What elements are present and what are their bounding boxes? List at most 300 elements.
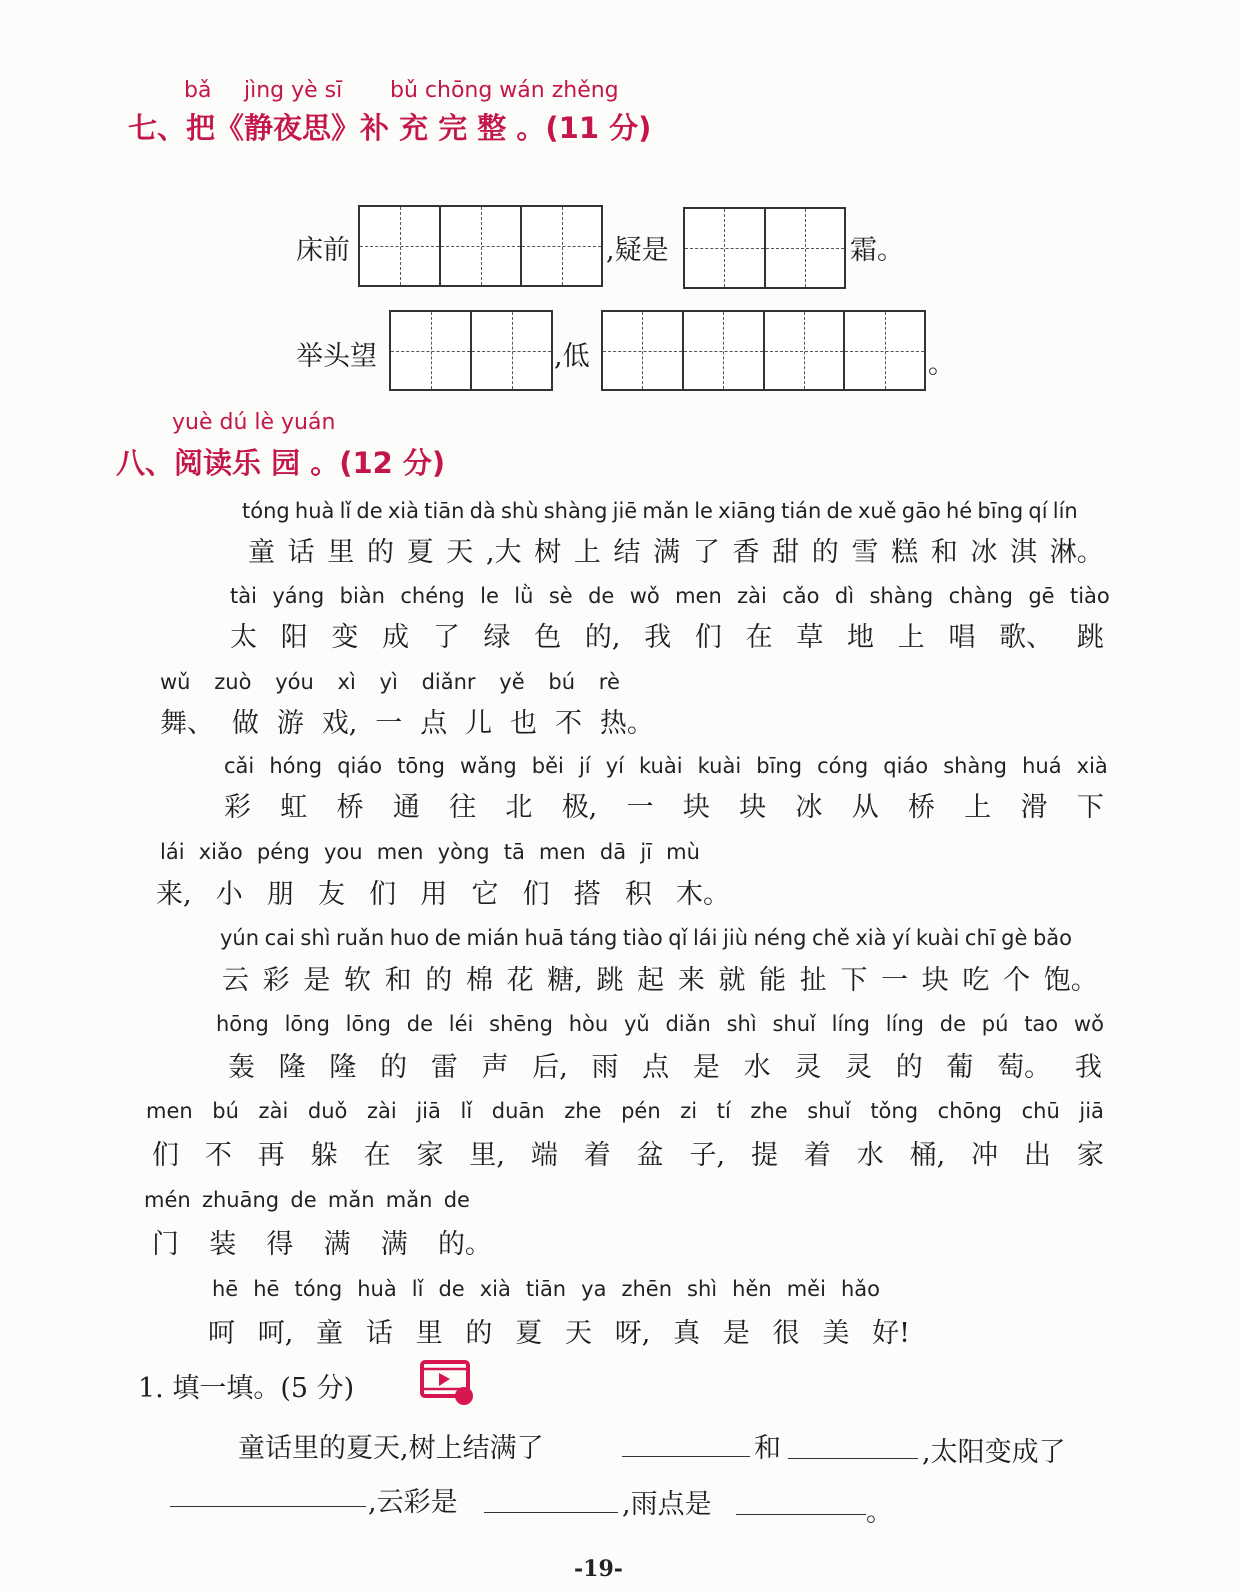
pinyin-syllable: lǐ	[411, 1277, 424, 1301]
hanzi-character: 呵	[208, 1318, 235, 1349]
pinyin-syllable: cóng	[817, 754, 869, 778]
hanzi-character: 冲	[971, 1140, 999, 1171]
pinyin-syllable: yì	[379, 670, 398, 694]
pinyin-syllable: zài	[367, 1099, 397, 1123]
passage-pinyin-line	[220, 926, 1072, 950]
hanzi-character: 热。	[599, 708, 654, 739]
pinyin-syllable: hòu	[568, 1012, 609, 1036]
pinyin-syllable: shì	[300, 926, 331, 950]
pinyin-syllable: qiáo	[337, 754, 383, 778]
pinyin-syllable: líng	[885, 1012, 924, 1036]
hanzi-character: 从	[851, 792, 879, 823]
passage-hanzi-line	[222, 958, 1098, 997]
pinyin-syllable: gē	[1028, 584, 1055, 608]
hanzi-character: 在	[745, 622, 773, 653]
pinyin-syllable: bǎo	[1032, 926, 1072, 950]
pinyin-syllable: jiù	[723, 926, 749, 950]
pinyin-syllable: cai	[264, 926, 295, 950]
passage-pinyin-line	[160, 670, 620, 694]
hanzi-character: 唱	[948, 622, 976, 653]
pinyin-syllable: le	[480, 584, 499, 608]
hanzi-character: 话	[287, 537, 315, 568]
hanzi-character: 太	[230, 622, 257, 653]
pinyin-syllable: biàn	[339, 584, 385, 608]
section7-pinyin-3: bǔ chōng wán zhěng	[390, 78, 619, 103]
pinyin-syllable: sè	[548, 584, 573, 608]
pinyin-syllable: qí	[1028, 499, 1048, 523]
pinyin-syllable: zhe	[750, 1099, 788, 1123]
hanzi-character: 雨	[591, 1052, 619, 1083]
pinyin-syllable: lǜ	[514, 584, 534, 608]
hanzi-character: 淋。	[1049, 537, 1104, 568]
pinyin-syllable: wǒ	[1073, 1012, 1104, 1036]
pinyin-syllable: zhēn	[621, 1277, 673, 1301]
pinyin-syllable: you	[323, 840, 363, 864]
pinyin-syllable: lín	[1052, 499, 1078, 523]
passage-hanzi-line	[208, 1311, 910, 1350]
passage-pinyin-line	[212, 1277, 880, 1301]
pinyin-syllable: dā	[599, 840, 627, 864]
pinyin-syllable: mǎn	[642, 499, 690, 523]
hanzi-character: 声	[481, 1052, 509, 1083]
pinyin-syllable: chū	[1021, 1099, 1060, 1123]
pinyin-syllable: mǎn	[385, 1188, 433, 1212]
hanzi-character: 歌、	[999, 622, 1054, 653]
hanzi-character: 我	[644, 622, 672, 653]
hanzi-character: 淇	[1010, 537, 1038, 568]
pinyin-syllable: tóng	[294, 1277, 343, 1301]
hanzi-character: 在	[363, 1140, 391, 1171]
question1-line1-text-a: 童话里的夏天,树上结满了	[238, 1433, 544, 1464]
pinyin-syllable: yí	[605, 754, 624, 778]
hanzi-character: 和	[384, 965, 412, 996]
pinyin-syllable: huá	[1022, 754, 1062, 778]
poem-answer-grid-1[interactable]	[358, 205, 603, 287]
pinyin-syllable: yǔ	[623, 1012, 650, 1036]
hanzi-character: ,大	[485, 537, 522, 568]
pinyin-syllable: shàng	[543, 499, 608, 523]
pinyin-syllable: xì	[337, 670, 356, 694]
hanzi-character: 雷	[430, 1052, 458, 1083]
hanzi-character: 夏	[406, 537, 434, 568]
answer-blank[interactable]	[622, 1456, 750, 1457]
pinyin-syllable: yě	[499, 670, 525, 694]
pinyin-syllable: cǎo	[782, 584, 820, 608]
hanzi-character: 极,	[561, 792, 598, 823]
hanzi-character: 葡	[946, 1052, 974, 1083]
pinyin-syllable: huà	[294, 499, 335, 523]
hanzi-character: 起	[637, 965, 665, 996]
pinyin-syllable: bú	[212, 1099, 239, 1123]
pinyin-syllable: shì	[726, 1012, 757, 1036]
pinyin-syllable: le	[694, 499, 713, 523]
hanzi-character: 块	[921, 965, 949, 996]
pinyin-syllable: de	[588, 584, 615, 608]
hanzi-character: 糖,	[547, 965, 583, 996]
hanzi-character: 是	[692, 1052, 720, 1083]
hanzi-character: 的,	[584, 622, 621, 653]
hanzi-character: 能	[759, 965, 787, 996]
hanzi-character: 盆	[636, 1140, 664, 1171]
hanzi-character: 彩	[224, 792, 251, 823]
pinyin-syllable: xià	[387, 499, 419, 523]
hanzi-character: 桶,	[909, 1140, 946, 1171]
hanzi-character: 后,	[532, 1052, 568, 1083]
pinyin-syllable: jiā	[416, 1099, 441, 1123]
pinyin-syllable: líng	[831, 1012, 870, 1036]
hanzi-character: 里	[415, 1318, 443, 1349]
hanzi-character: 桥	[336, 792, 364, 823]
hanzi-character: 用	[420, 879, 448, 910]
passage-hanzi-line	[156, 872, 730, 911]
pinyin-syllable: gāo	[901, 499, 941, 523]
hanzi-character: 香	[732, 537, 760, 568]
hanzi-character: 了	[432, 622, 460, 653]
pinyin-syllable: de	[356, 499, 383, 523]
question1-line2-text-b: ,雨点是	[622, 1489, 712, 1520]
pinyin-syllable: gè	[1001, 926, 1028, 950]
hanzi-character: 轰	[228, 1052, 255, 1083]
pinyin-syllable: zhe	[564, 1099, 602, 1123]
pinyin-syllable: tǒng	[870, 1099, 919, 1123]
hanzi-character: 提	[750, 1140, 778, 1171]
hanzi-character: 阳	[280, 622, 308, 653]
pinyin-syllable: tóng	[242, 499, 290, 523]
hanzi-character: 呵,	[257, 1318, 294, 1349]
hanzi-character: 积	[624, 879, 652, 910]
passage-pinyin-line	[224, 754, 1108, 778]
hanzi-character: 的	[811, 537, 839, 568]
section8-pinyin: yuè dú lè yuán	[172, 410, 336, 435]
pinyin-syllable: diǎnr	[421, 670, 476, 694]
answer-blank[interactable]	[170, 1506, 366, 1507]
pinyin-syllable: xià	[855, 926, 887, 950]
poem-line1-middle: ,疑是	[606, 235, 669, 266]
pinyin-syllable: tā	[503, 840, 525, 864]
hanzi-character: 家	[416, 1140, 444, 1171]
poem-line2-middle: ,低	[554, 341, 590, 372]
hanzi-character: 小	[215, 879, 243, 910]
hanzi-character: 彩	[262, 965, 290, 996]
pinyin-syllable: shì	[687, 1277, 718, 1301]
hanzi-character: 端	[530, 1140, 558, 1171]
hanzi-character: 着	[803, 1140, 831, 1171]
question1-line1-text-c: ,太阳变成了	[922, 1437, 1066, 1468]
hanzi-character: 好!	[872, 1318, 910, 1349]
hanzi-character: 家	[1076, 1140, 1104, 1171]
question1-line2-text-c: 。	[866, 1497, 893, 1528]
passage-hanzi-line	[230, 615, 1104, 654]
pinyin-syllable: qiáo	[883, 754, 929, 778]
poem-answer-grid-4[interactable]	[601, 310, 926, 391]
pinyin-syllable: de	[939, 1012, 967, 1036]
answer-blank[interactable]	[788, 1458, 918, 1459]
pinyin-syllable: huà	[357, 1277, 397, 1301]
hanzi-character: 的。	[437, 1229, 492, 1260]
hanzi-character: 来,	[156, 879, 192, 910]
pinyin-syllable: kuài	[915, 926, 960, 950]
pinyin-syllable: tōng	[397, 754, 445, 778]
pinyin-syllable: shuǐ	[772, 1012, 816, 1036]
hanzi-character: 很	[772, 1318, 800, 1349]
hanzi-character: 棉	[465, 965, 493, 996]
pinyin-syllable: zi	[680, 1099, 698, 1123]
pinyin-syllable: bú	[548, 670, 576, 694]
passage-pinyin-line	[144, 1188, 470, 1212]
hanzi-character: 桥	[907, 792, 935, 823]
pinyin-syllable: mén	[144, 1188, 191, 1212]
hanzi-character: 也	[510, 708, 538, 739]
passage-pinyin-line	[242, 499, 1078, 523]
pinyin-syllable: lái	[160, 840, 185, 864]
pinyin-syllable: tiān	[525, 1277, 567, 1301]
pinyin-syllable: běi	[531, 754, 564, 778]
passage-pinyin-line	[216, 1012, 1104, 1036]
hanzi-character: 通	[392, 792, 420, 823]
poem-line1-prefix: 床前	[296, 235, 350, 266]
pinyin-syllable: lōng	[284, 1012, 330, 1036]
pinyin-syllable: duān	[491, 1099, 545, 1123]
pinyin-syllable: léi	[448, 1012, 474, 1036]
hanzi-character: 里	[327, 537, 355, 568]
hanzi-character: 块	[739, 792, 767, 823]
hanzi-character: 结	[613, 537, 641, 568]
hanzi-character: 再	[257, 1140, 285, 1171]
pinyin-syllable: tài	[230, 584, 257, 608]
pinyin-syllable: xuě	[857, 499, 897, 523]
hanzi-character: 饱。	[1043, 965, 1098, 996]
pinyin-syllable: xiāng	[718, 499, 776, 523]
pinyin-syllable: měi	[786, 1277, 826, 1301]
pinyin-syllable: ya	[581, 1277, 607, 1301]
hanzi-character: 满	[380, 1229, 408, 1260]
hanzi-character: 夏	[515, 1318, 543, 1349]
pinyin-syllable: jī	[640, 840, 652, 864]
hanzi-character: 变	[331, 622, 359, 653]
hanzi-character: 草	[796, 622, 824, 653]
pinyin-syllable: chōng	[937, 1099, 1002, 1123]
pinyin-syllable: zhuāng	[201, 1188, 280, 1212]
hanzi-character: 不	[204, 1140, 232, 1171]
hanzi-character: 上	[897, 622, 925, 653]
hanzi-character: 话	[365, 1318, 393, 1349]
hanzi-character: 下	[1076, 792, 1104, 823]
passage-pinyin-line	[230, 584, 1110, 608]
passage-hanzi-line	[248, 530, 1104, 569]
hanzi-character: 们	[369, 879, 397, 910]
hanzi-character: 往	[449, 792, 477, 823]
hanzi-character: 树	[534, 537, 562, 568]
poem-line2-prefix: 举头望	[296, 341, 377, 372]
pinyin-syllable: mǎn	[327, 1188, 375, 1212]
passage-hanzi-line	[228, 1045, 1102, 1084]
pinyin-syllable: tiān	[424, 499, 465, 523]
passage-hanzi-line	[152, 1222, 492, 1261]
pinyin-syllable: wǒ	[629, 584, 660, 608]
hanzi-character: 点	[642, 1052, 670, 1083]
poem-answer-grid-2[interactable]	[683, 207, 846, 289]
pinyin-syllable: pén	[621, 1099, 661, 1123]
hanzi-character: 上	[573, 537, 601, 568]
hanzi-character: 童	[316, 1318, 344, 1349]
hanzi-character: 上	[964, 792, 992, 823]
hanzi-character: 们	[522, 879, 550, 910]
hanzi-character: 冰	[970, 537, 998, 568]
pinyin-syllable: kuài	[697, 754, 742, 778]
hanzi-character: 一	[375, 708, 403, 739]
pinyin-syllable: chéng	[400, 584, 465, 608]
pinyin-syllable: men	[675, 584, 722, 608]
hanzi-character: 呀,	[614, 1318, 651, 1349]
pinyin-syllable: shuǐ	[807, 1099, 851, 1123]
pinyin-syllable: bīng	[756, 754, 803, 778]
pinyin-syllable: rè	[598, 670, 620, 694]
pinyin-syllable: hé	[946, 499, 973, 523]
hanzi-character: 绿	[483, 622, 511, 653]
hanzi-character: 一	[881, 965, 909, 996]
hanzi-character: 满	[323, 1229, 351, 1260]
passage-pinyin-line	[160, 840, 700, 864]
poem-line2-suffix: 。	[928, 349, 955, 380]
pinyin-syllable: kuài	[639, 754, 683, 778]
pinyin-syllable: de	[438, 1277, 465, 1301]
hanzi-character: 地	[847, 622, 875, 653]
pinyin-syllable: bīng	[977, 499, 1024, 523]
answer-blank[interactable]	[736, 1514, 866, 1515]
question1-line1-text-b: 和	[754, 1433, 781, 1464]
pinyin-syllable: tiào	[1069, 584, 1110, 608]
hanzi-character: 的	[425, 965, 453, 996]
hanzi-character: 来	[677, 965, 705, 996]
pinyin-syllable: tián	[781, 499, 822, 523]
hanzi-character: 冰	[795, 792, 823, 823]
hanzi-character: 我	[1074, 1052, 1102, 1083]
hanzi-character: 美	[822, 1318, 850, 1349]
hanzi-character: 不	[554, 708, 582, 739]
hanzi-character: 成	[382, 622, 410, 653]
pinyin-syllable: dà	[469, 499, 496, 523]
pinyin-syllable: zuò	[214, 670, 252, 694]
pinyin-syllable: men	[376, 840, 424, 864]
hanzi-character: 们	[694, 622, 722, 653]
hanzi-character: 童	[248, 537, 275, 568]
hanzi-character: 着	[583, 1140, 611, 1171]
pinyin-syllable: táng	[569, 926, 618, 950]
pinyin-syllable: tao	[1024, 1012, 1059, 1036]
pinyin-syllable: jiā	[1079, 1099, 1104, 1123]
poem-answer-grid-3[interactable]	[389, 310, 553, 391]
answer-blank[interactable]	[484, 1512, 618, 1513]
hanzi-character: 门	[152, 1229, 179, 1260]
hanzi-character: 下	[840, 965, 868, 996]
question1-line2-text-a: ,云彩是	[368, 1487, 458, 1518]
pinyin-syllable: xià	[1076, 754, 1108, 778]
pinyin-syllable: chàng	[948, 584, 1013, 608]
pinyin-syllable: yóu	[275, 670, 314, 694]
hanzi-character: 的	[366, 537, 394, 568]
pinyin-syllable: ruǎn	[336, 926, 385, 950]
section7-title: 七、把《静夜思》补 充 完 整 。(11 分)	[128, 111, 652, 145]
pinyin-syllable: lǐ	[339, 499, 352, 523]
pinyin-syllable: jiē	[612, 499, 638, 523]
section7-pinyin-2: jìng yè sī	[244, 78, 343, 103]
pinyin-syllable: lōng	[345, 1012, 391, 1036]
hanzi-character: 软	[343, 965, 371, 996]
hanzi-character: 搭	[573, 879, 601, 910]
pinyin-syllable: yáng	[272, 584, 325, 608]
pinyin-syllable: shēng	[489, 1012, 553, 1036]
pinyin-syllable: mián	[466, 926, 519, 950]
hanzi-character: 是	[722, 1318, 750, 1349]
pinyin-syllable: pú	[981, 1012, 1009, 1036]
pinyin-syllable: jí	[578, 754, 591, 778]
pinyin-syllable: zài	[737, 584, 767, 608]
hanzi-character: 隆	[329, 1052, 357, 1083]
pinyin-syllable: hē	[253, 1277, 280, 1301]
pinyin-syllable: duǒ	[307, 1099, 348, 1123]
pinyin-syllable: hē	[212, 1277, 239, 1301]
hanzi-character: 萄。	[997, 1052, 1052, 1083]
hanzi-character: 块	[682, 792, 710, 823]
hanzi-character: 雪	[851, 537, 879, 568]
hanzi-character: 出	[1024, 1140, 1052, 1171]
pinyin-syllable: yí	[892, 926, 911, 950]
hanzi-character: 儿	[465, 708, 493, 739]
pinyin-syllable: lái	[692, 926, 718, 950]
hanzi-character: 个	[1003, 965, 1031, 996]
video-play-icon[interactable]	[420, 1358, 478, 1408]
pinyin-syllable: shàng	[943, 754, 1007, 778]
hanzi-character: 跳	[1076, 622, 1104, 653]
hanzi-character: 了	[692, 537, 720, 568]
pinyin-syllable: wǎng	[460, 754, 517, 778]
pinyin-syllable: hěn	[732, 1277, 772, 1301]
hanzi-character: 水	[743, 1052, 771, 1083]
hanzi-character: 就	[718, 965, 746, 996]
pinyin-syllable: hǎo	[840, 1277, 880, 1301]
hanzi-character: 真	[673, 1318, 701, 1349]
pinyin-syllable: wǔ	[160, 670, 191, 694]
poem-line1-suffix: 霜。	[850, 235, 904, 266]
hanzi-character: 友	[318, 879, 346, 910]
question1-title: 1. 填一填。(5 分)	[138, 1373, 355, 1404]
hanzi-character: 躲	[310, 1140, 338, 1171]
hanzi-character: 天	[564, 1318, 592, 1349]
pinyin-syllable: de	[406, 1012, 434, 1036]
passage-hanzi-line	[224, 785, 1104, 824]
pinyin-syllable: yòng	[437, 840, 490, 864]
pinyin-syllable: lǐ	[460, 1099, 473, 1123]
pinyin-syllable: chī	[964, 926, 996, 950]
hanzi-character: 扯	[799, 965, 827, 996]
hanzi-character: 的	[380, 1052, 408, 1083]
pinyin-syllable: de	[826, 499, 853, 523]
passage-pinyin-line	[146, 1099, 1104, 1123]
pinyin-syllable: hóng	[269, 754, 323, 778]
hanzi-character: 装	[209, 1229, 237, 1260]
hanzi-character: 北	[505, 792, 533, 823]
pinyin-syllable: huā	[524, 926, 565, 950]
hanzi-character: 和	[930, 537, 958, 568]
hanzi-character: 的	[895, 1052, 923, 1083]
pinyin-syllable: néng	[753, 926, 807, 950]
pinyin-syllable: de	[290, 1188, 317, 1212]
hanzi-character: 跳	[596, 965, 624, 996]
hanzi-character: 得	[266, 1229, 294, 1260]
hanzi-character: 糕	[891, 537, 919, 568]
hanzi-character: 它	[471, 879, 499, 910]
hanzi-character: 灵	[794, 1052, 822, 1083]
